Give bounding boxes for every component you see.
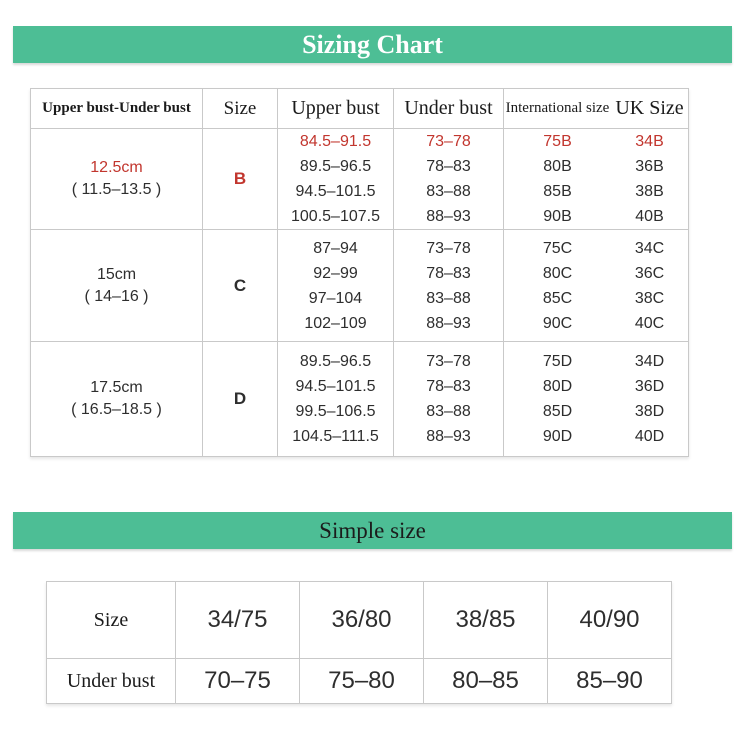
- bust-difference-range: ( 11.5–13.5 ): [71, 181, 162, 198]
- upper-bust-values-c: [278, 230, 394, 341]
- uk-size-value: 36B: [635, 158, 664, 175]
- upper-bust-value: 89.5–96.5: [299, 158, 372, 175]
- cup-size-cell-b: [203, 129, 278, 229]
- uk-size-values-b: [611, 129, 688, 229]
- under-bust-value: 73–78: [426, 353, 471, 370]
- international-size-values-c: [504, 230, 611, 341]
- under-bust-value: 78–83: [426, 378, 471, 395]
- under-bust-value: 78–83: [426, 158, 471, 175]
- cup-size-cell-c: [203, 230, 278, 341]
- upper-bust-value: 84.5–91.5: [299, 133, 372, 150]
- international-size-value: 85C: [542, 289, 573, 307]
- simple-size-value: 34/75: [176, 582, 300, 658]
- sizing-table: [30, 88, 689, 457]
- col-header-under-bust: Under bust: [394, 89, 504, 128]
- upper-bust-value: 94.5–101.5: [295, 183, 376, 200]
- international-size-values-d: [504, 342, 611, 456]
- upper-bust-value: 94.5–101.5: [295, 378, 376, 395]
- under-bust-values-c: [394, 230, 504, 341]
- simple-size-under-bust-row: [47, 659, 671, 703]
- uk-size-value: 34B: [635, 133, 664, 150]
- international-size-value: 75C: [542, 239, 573, 257]
- uk-size-value: 40D: [634, 428, 665, 445]
- size-group-row-b: [31, 129, 688, 230]
- simple-under-bust-value: 70–75: [176, 659, 300, 703]
- international-size-value: 90B: [543, 208, 572, 225]
- uk-size-value: 34D: [634, 353, 665, 370]
- bust-difference-value: 12.5cm: [90, 159, 143, 176]
- bust-difference-cell-c: [31, 230, 203, 341]
- bust-difference-value: 17.5cm: [90, 379, 143, 396]
- international-size-values-b: [504, 129, 611, 229]
- international-size-value: 80C: [542, 264, 573, 282]
- international-size-value: 80B: [543, 158, 572, 175]
- simple-size-value: 38/85: [424, 582, 548, 658]
- international-size-value: 75D: [542, 353, 573, 370]
- under-bust-value: 88–93: [426, 208, 471, 225]
- under-bust-value: 78–83: [426, 264, 471, 282]
- under-bust-value: 73–78: [426, 133, 471, 150]
- uk-size-value: 38B: [635, 183, 664, 200]
- sizing-chart-title: Sizing Chart: [302, 29, 443, 59]
- international-size-value: 90D: [542, 428, 573, 445]
- uk-size-value: 40B: [635, 208, 664, 225]
- uk-size-value: 34C: [634, 239, 665, 257]
- uk-size-value: 36D: [634, 378, 665, 395]
- sizing-table-header-row: [31, 89, 688, 129]
- under-bust-values-d: [394, 342, 504, 456]
- simple-row-label-under-bust: Under bust: [47, 659, 176, 703]
- international-size-value: 85D: [542, 403, 573, 420]
- upper-bust-values-d: [278, 342, 394, 456]
- upper-bust-value: 87–94: [313, 239, 358, 257]
- bust-difference-range: ( 14–16 ): [84, 287, 149, 305]
- bust-difference-cell-d: [31, 342, 203, 456]
- under-bust-value: 88–93: [426, 314, 471, 332]
- size-group-row-d: [31, 342, 688, 456]
- upper-bust-value: 89.5–96.5: [299, 353, 372, 370]
- cup-size-label: B: [233, 169, 247, 188]
- upper-bust-value: 100.5–107.5: [291, 208, 380, 225]
- col-header-bust-difference: Upper bust-Under bust: [31, 89, 203, 128]
- under-bust-value: 83–88: [426, 289, 471, 307]
- uk-size-values-d: [611, 342, 688, 456]
- upper-bust-value: 97–104: [308, 289, 363, 307]
- uk-size-values-c: [611, 230, 688, 341]
- bust-difference-value: 15cm: [96, 265, 137, 283]
- col-header-uk-size: UK Size: [615, 97, 684, 119]
- international-size-value: 75B: [543, 133, 572, 150]
- col-header-size: Size: [203, 89, 278, 128]
- simple-row-label-size: Size: [47, 582, 176, 658]
- simple-size-title: Simple size: [319, 517, 426, 543]
- uk-size-value: 38D: [634, 403, 665, 420]
- simple-under-bust-value: 75–80: [300, 659, 424, 703]
- simple-under-bust-value: 85–90: [576, 667, 643, 694]
- under-bust-value: 88–93: [426, 428, 471, 445]
- cup-size-label: C: [233, 275, 247, 295]
- uk-size-value: 40C: [634, 314, 665, 332]
- simple-size-size-row: [47, 582, 671, 659]
- under-bust-value: 73–78: [426, 239, 471, 257]
- international-size-value: 80D: [542, 378, 573, 395]
- international-size-value: 85B: [543, 183, 572, 200]
- uk-size-value: 38C: [634, 289, 665, 307]
- under-bust-value: 83–88: [426, 403, 471, 420]
- sizing-chart-banner: [13, 26, 732, 63]
- size-group-row-c: [31, 230, 688, 342]
- international-size-value: 90C: [542, 314, 573, 332]
- simple-size-value: 36/80: [300, 582, 424, 658]
- simple-size-banner: [13, 512, 732, 549]
- cup-size-label: D: [233, 389, 247, 408]
- upper-bust-value: 102–109: [304, 314, 367, 332]
- cup-size-cell-d: [203, 342, 278, 456]
- bust-difference-cell-b: [31, 129, 203, 229]
- col-header-international-size: International size: [505, 100, 610, 116]
- upper-bust-value: 104.5–111.5: [292, 428, 379, 445]
- upper-bust-value: 92–99: [313, 264, 358, 282]
- col-header-upper-bust: Upper bust: [278, 89, 394, 128]
- simple-size-table: [46, 581, 672, 704]
- simple-size-value: 40/90: [579, 606, 640, 633]
- simple-under-bust-value: 80–85: [424, 659, 548, 703]
- upper-bust-value: 99.5–106.5: [295, 403, 376, 420]
- under-bust-values-b: [394, 129, 504, 229]
- under-bust-value: 83–88: [426, 183, 471, 200]
- upper-bust-values-b: [278, 129, 394, 229]
- uk-size-value: 36C: [634, 264, 665, 282]
- bust-difference-range: ( 16.5–18.5 ): [71, 401, 162, 418]
